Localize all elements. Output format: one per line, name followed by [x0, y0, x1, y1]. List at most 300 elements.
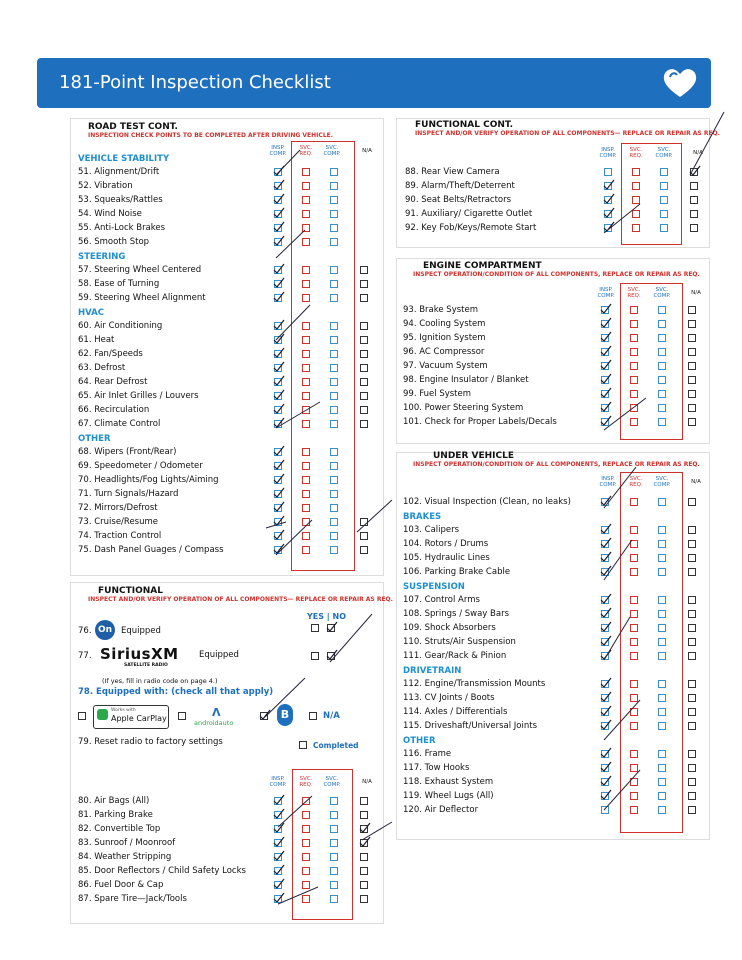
- engine-item-insp-checkbox[interactable]: [601, 306, 609, 314]
- road-test-item-insp-checkbox[interactable]: [274, 504, 282, 512]
- functional-item-na-checkbox[interactable]: [360, 881, 368, 889]
- functional-cont-item-na-checkbox[interactable]: [690, 224, 698, 232]
- engine-item-svc-req-checkbox[interactable]: [630, 306, 638, 314]
- road-test-item-svc-comp-checkbox[interactable]: [330, 322, 338, 330]
- road-test-item-svc-comp-checkbox[interactable]: [330, 476, 338, 484]
- road-test-item-svc-comp-checkbox[interactable]: [330, 210, 338, 218]
- road-test-item-svc-req-checkbox[interactable]: [302, 448, 310, 456]
- engine-item-svc-comp-checkbox[interactable]: [658, 348, 666, 356]
- android-auto-checkbox[interactable]: [178, 712, 186, 720]
- road-test-item-na-checkbox[interactable]: [360, 392, 368, 400]
- functional-cont-item-na-checkbox[interactable]: [690, 196, 698, 204]
- under-item-svc-req-checkbox[interactable]: [630, 680, 638, 688]
- functional-item-svc-comp-checkbox[interactable]: [330, 853, 338, 861]
- functional-cont-item-insp-checkbox[interactable]: [604, 168, 612, 176]
- road-test-item-svc-comp-checkbox[interactable]: [330, 238, 338, 246]
- siriusxm-sublabel: SATELLITE RADIO: [124, 663, 168, 668]
- under-item-insp-checkbox[interactable]: [601, 568, 609, 576]
- road-test-item-insp-checkbox[interactable]: [274, 476, 282, 484]
- under-item-label: 106. Parking Brake Cable: [403, 567, 511, 577]
- road-test-item-label: 53. Squeaks/Rattles: [78, 195, 163, 205]
- functional-item-svc-req-checkbox[interactable]: [302, 853, 310, 861]
- road-test-item-insp-checkbox[interactable]: [274, 406, 282, 414]
- under-first-na-checkbox[interactable]: [688, 498, 696, 506]
- reset-completed-checkbox[interactable]: [299, 741, 307, 749]
- road-test-item-insp-checkbox[interactable]: [274, 294, 282, 302]
- under-item-svc-comp-checkbox[interactable]: [658, 694, 666, 702]
- road-test-item-svc-comp-checkbox[interactable]: [330, 420, 338, 428]
- na-header: N/A: [691, 290, 701, 296]
- engine-item-svc-comp-checkbox[interactable]: [658, 334, 666, 342]
- engine-item-label: 98. Engine Insulator / Blanket: [403, 375, 529, 385]
- road-test-item-na-checkbox[interactable]: [360, 336, 368, 344]
- under-item-na-checkbox[interactable]: [688, 778, 696, 786]
- engine-item-insp-checkbox[interactable]: [601, 320, 609, 328]
- under-item-label: 110. Struts/Air Suspension: [403, 637, 516, 647]
- under-item-insp-checkbox[interactable]: [601, 610, 609, 618]
- functional-item-na-checkbox[interactable]: [360, 895, 368, 903]
- engine-item-insp-checkbox[interactable]: [601, 334, 609, 342]
- onstar-logo: On: [95, 620, 115, 640]
- under-item-svc-req-checkbox[interactable]: [630, 778, 638, 786]
- engine-item-svc-req-checkbox[interactable]: [630, 390, 638, 398]
- road-test-item-svc-req-checkbox[interactable]: [302, 504, 310, 512]
- under-item-insp-checkbox[interactable]: [601, 806, 609, 814]
- road-test-item-label: 72. Mirrors/Defrost: [78, 503, 158, 513]
- functional-item-na-checkbox[interactable]: [360, 825, 368, 833]
- under-item-svc-req-checkbox[interactable]: [630, 638, 638, 646]
- road-test-item-svc-req-checkbox[interactable]: [302, 378, 310, 386]
- under-item-label: 103. Calipers: [403, 525, 460, 535]
- road-test-item-na-checkbox[interactable]: [360, 350, 368, 358]
- engine-item-svc-req-checkbox[interactable]: [630, 362, 638, 370]
- road-test-item-insp-checkbox[interactable]: [274, 378, 282, 386]
- road-test-item-na-checkbox[interactable]: [360, 406, 368, 414]
- functional-cont-item-svc-req-checkbox[interactable]: [632, 182, 640, 190]
- functional-cont-item-svc-comp-checkbox[interactable]: [660, 182, 668, 190]
- under-item-na-checkbox[interactable]: [688, 708, 696, 716]
- under-item-svc-comp-checkbox[interactable]: [658, 610, 666, 618]
- functional-cont-item-insp-checkbox[interactable]: [604, 224, 612, 232]
- under-item-svc-comp-checkbox[interactable]: [658, 554, 666, 562]
- road-test-item-svc-req-checkbox[interactable]: [302, 476, 310, 484]
- android-auto-icon: Λ: [212, 706, 221, 719]
- functional-item-insp-checkbox[interactable]: [274, 881, 282, 889]
- under-item-svc-req-checkbox[interactable]: [630, 764, 638, 772]
- under-item-insp-checkbox[interactable]: [601, 652, 609, 660]
- engine-item-svc-req-checkbox[interactable]: [630, 334, 638, 342]
- insp-comp-header: INSP. COMP.: [597, 287, 615, 299]
- na-header: N/A: [693, 150, 703, 156]
- road-test-item-svc-req-checkbox[interactable]: [302, 182, 310, 190]
- road-test-item-svc-req-checkbox[interactable]: [302, 280, 310, 288]
- road-test-item-insp-checkbox[interactable]: [274, 364, 282, 372]
- under-item-svc-comp-checkbox[interactable]: [658, 652, 666, 660]
- under-item-insp-checkbox[interactable]: [601, 554, 609, 562]
- carplay-checkbox[interactable]: [78, 712, 86, 720]
- functional-item-na-checkbox[interactable]: [360, 811, 368, 819]
- functional-item-svc-comp-checkbox[interactable]: [330, 867, 338, 875]
- road-test-item-label: 64. Rear Defrost: [78, 377, 148, 387]
- svc-req-header: SVC. REQ.: [627, 287, 641, 299]
- road-test-item-svc-comp-checkbox[interactable]: [330, 532, 338, 540]
- group-heading: HVAC: [78, 308, 104, 318]
- engine-item-svc-comp-checkbox[interactable]: [658, 320, 666, 328]
- functional-subtitle: INSPECT AND/OR VERIFY OPERATION OF ALL COMPONENTS— REPLACE OR REPAIR AS REQ.: [88, 596, 393, 603]
- under-item-na-checkbox[interactable]: [688, 596, 696, 604]
- road-test-item-svc-req-checkbox[interactable]: [302, 168, 310, 176]
- functional-item-insp-checkbox[interactable]: [274, 811, 282, 819]
- road-test-item-na-checkbox[interactable]: [360, 420, 368, 428]
- road-test-item-na-checkbox[interactable]: [360, 364, 368, 372]
- road-test-item-svc-req-checkbox[interactable]: [302, 364, 310, 372]
- road-test-item-insp-checkbox[interactable]: [274, 182, 282, 190]
- road-test-item-insp-checkbox[interactable]: [274, 224, 282, 232]
- engine-item-na-checkbox[interactable]: [688, 418, 696, 426]
- na-equipped-checkbox[interactable]: [309, 712, 317, 720]
- functional-item-svc-comp-checkbox[interactable]: [330, 825, 338, 833]
- under-item-insp-checkbox[interactable]: [601, 596, 609, 604]
- functional-cont-item-svc-req-checkbox[interactable]: [632, 224, 640, 232]
- engine-item-svc-comp-checkbox[interactable]: [658, 418, 666, 426]
- functional-item-svc-req-checkbox[interactable]: [302, 895, 310, 903]
- under-item-svc-comp-checkbox[interactable]: [658, 680, 666, 688]
- under-item-insp-checkbox[interactable]: [601, 750, 609, 758]
- under-item-svc-comp-checkbox[interactable]: [658, 708, 666, 716]
- road-test-item-svc-req-checkbox[interactable]: [302, 210, 310, 218]
- road-test-item-insp-checkbox[interactable]: [274, 420, 282, 428]
- under-item-svc-req-checkbox[interactable]: [630, 526, 638, 534]
- under-item-na-checkbox[interactable]: [688, 792, 696, 800]
- road-test-item-svc-req-checkbox[interactable]: [302, 350, 310, 358]
- under-item-insp-checkbox[interactable]: [601, 722, 609, 730]
- under-item-na-checkbox[interactable]: [688, 554, 696, 562]
- road-test-item-svc-comp-checkbox[interactable]: [330, 504, 338, 512]
- road-test-item-insp-checkbox[interactable]: [274, 462, 282, 470]
- road-test-item-insp-checkbox[interactable]: [274, 336, 282, 344]
- road-test-item-svc-req-checkbox[interactable]: [302, 518, 310, 526]
- road-test-item-svc-comp-checkbox[interactable]: [330, 378, 338, 386]
- functional-item-svc-comp-checkbox[interactable]: [330, 839, 338, 847]
- under-item-svc-req-checkbox[interactable]: [630, 596, 638, 604]
- under-item-svc-comp-checkbox[interactable]: [658, 764, 666, 772]
- engine-item-svc-comp-checkbox[interactable]: [658, 390, 666, 398]
- road-test-item-na-checkbox[interactable]: [360, 280, 368, 288]
- under-item-svc-req-checkbox[interactable]: [630, 554, 638, 562]
- engine-item-na-checkbox[interactable]: [688, 376, 696, 384]
- under-item-na-checkbox[interactable]: [688, 680, 696, 688]
- road-test-item-svc-comp-checkbox[interactable]: [330, 266, 338, 274]
- functional-item-svc-comp-checkbox[interactable]: [330, 811, 338, 819]
- under-item-svc-comp-checkbox[interactable]: [658, 624, 666, 632]
- engine-item-svc-comp-checkbox[interactable]: [658, 376, 666, 384]
- under-item-insp-checkbox[interactable]: [601, 680, 609, 688]
- engine-item-na-checkbox[interactable]: [688, 348, 696, 356]
- sirius-equipped-label: Equipped: [199, 650, 239, 660]
- road-test-item-svc-comp-checkbox[interactable]: [330, 224, 338, 232]
- road-test-item-svc-comp-checkbox[interactable]: [330, 406, 338, 414]
- engine-item-insp-checkbox[interactable]: [601, 376, 609, 384]
- road-test-item-insp-checkbox[interactable]: [274, 518, 282, 526]
- engine-item-insp-checkbox[interactable]: [601, 362, 609, 370]
- road-test-item-insp-checkbox[interactable]: [274, 448, 282, 456]
- group-heading: STEERING: [78, 252, 126, 262]
- functional-cont-item-insp-checkbox[interactable]: [604, 196, 612, 204]
- engine-item-insp-checkbox[interactable]: [601, 404, 609, 412]
- under-item-svc-req-checkbox[interactable]: [630, 708, 638, 716]
- functional-cont-item-label: 88. Rear View Camera: [405, 167, 500, 177]
- functional-cont-item-na-checkbox[interactable]: [690, 210, 698, 218]
- under-item-insp-checkbox[interactable]: [601, 792, 609, 800]
- under-item-svc-comp-checkbox[interactable]: [658, 638, 666, 646]
- completed-label: Completed: [313, 741, 359, 750]
- under-item-svc-req-checkbox[interactable]: [630, 624, 638, 632]
- road-test-item-label: 71. Turn Signals/Hazard: [78, 489, 179, 499]
- road-test-item-svc-comp-checkbox[interactable]: [330, 490, 338, 498]
- engine-item-na-checkbox[interactable]: [688, 334, 696, 342]
- engine-item-svc-comp-checkbox[interactable]: [658, 404, 666, 412]
- functional-cont-item-na-checkbox[interactable]: [690, 168, 698, 176]
- engine-item-svc-req-checkbox[interactable]: [630, 376, 638, 384]
- functional-item-insp-checkbox[interactable]: [274, 797, 282, 805]
- road-test-item-insp-checkbox[interactable]: [274, 322, 282, 330]
- under-item-svc-req-checkbox[interactable]: [630, 806, 638, 814]
- road-test-item-label: 75. Dash Panel Guages / Compass: [78, 545, 224, 555]
- road-test-item-svc-req-checkbox[interactable]: [302, 406, 310, 414]
- road-test-item-svc-req-checkbox[interactable]: [302, 196, 310, 204]
- engine-item-na-checkbox[interactable]: [688, 362, 696, 370]
- road-test-item-svc-req-checkbox[interactable]: [302, 546, 310, 554]
- functional-item-svc-req-checkbox[interactable]: [302, 839, 310, 847]
- road-test-title: ROAD TEST CONT.: [88, 122, 178, 132]
- under-item-svc-comp-checkbox[interactable]: [658, 722, 666, 730]
- road-test-item-insp-checkbox[interactable]: [274, 280, 282, 288]
- engine-item-svc-comp-checkbox[interactable]: [658, 306, 666, 314]
- group-heading: OTHER: [78, 434, 111, 444]
- functional-cont-item-insp-checkbox[interactable]: [604, 182, 612, 190]
- functional-item-insp-checkbox[interactable]: [274, 853, 282, 861]
- under-item-label: 118. Exhaust System: [403, 777, 494, 787]
- road-test-item-svc-comp-checkbox[interactable]: [330, 294, 338, 302]
- road-test-item-label: 59. Steering Wheel Alignment: [78, 293, 206, 303]
- under-item-svc-comp-checkbox[interactable]: [658, 540, 666, 548]
- functional-item-svc-req-checkbox[interactable]: [302, 881, 310, 889]
- functional-cont-item-svc-comp-checkbox[interactable]: [660, 224, 668, 232]
- road-test-item-svc-comp-checkbox[interactable]: [330, 336, 338, 344]
- road-test-item-insp-checkbox[interactable]: [274, 168, 282, 176]
- engine-item-label: 101. Check for Proper Labels/Decals: [403, 417, 557, 427]
- onstar-no-checkbox[interactable]: [327, 624, 335, 632]
- engine-item-svc-comp-checkbox[interactable]: [658, 362, 666, 370]
- road-test-item-svc-comp-checkbox[interactable]: [330, 518, 338, 526]
- road-test-item-insp-checkbox[interactable]: [274, 350, 282, 358]
- functional-item-na-checkbox[interactable]: [360, 853, 368, 861]
- road-test-item-insp-checkbox[interactable]: [274, 546, 282, 554]
- road-test-item-na-checkbox[interactable]: [360, 518, 368, 526]
- under-item-na-checkbox[interactable]: [688, 526, 696, 534]
- under-item-na-checkbox[interactable]: [688, 568, 696, 576]
- bluetooth-checkbox[interactable]: [260, 712, 268, 720]
- functional-item-svc-req-checkbox[interactable]: [302, 811, 310, 819]
- road-test-item-na-checkbox[interactable]: [360, 266, 368, 274]
- under-item-na-checkbox[interactable]: [688, 722, 696, 730]
- functional-cont-item-svc-comp-checkbox[interactable]: [660, 168, 668, 176]
- road-test-item-svc-comp-checkbox[interactable]: [330, 196, 338, 204]
- onstar-yes-checkbox[interactable]: [311, 624, 319, 632]
- functional-cont-item-svc-req-checkbox[interactable]: [632, 168, 640, 176]
- engine-item-insp-checkbox[interactable]: [601, 348, 609, 356]
- under-first-svc-comp-checkbox[interactable]: [658, 498, 666, 506]
- under-item-svc-comp-checkbox[interactable]: [658, 792, 666, 800]
- engine-item-na-checkbox[interactable]: [688, 320, 696, 328]
- under-item-insp-checkbox[interactable]: [601, 526, 609, 534]
- under-item-insp-checkbox[interactable]: [601, 694, 609, 702]
- functional-item-svc-req-checkbox[interactable]: [302, 825, 310, 833]
- road-test-item-svc-comp-checkbox[interactable]: [330, 448, 338, 456]
- road-test-item-svc-req-checkbox[interactable]: [302, 238, 310, 246]
- road-test-item-svc-comp-checkbox[interactable]: [330, 364, 338, 372]
- under-item-svc-req-checkbox[interactable]: [630, 540, 638, 548]
- road-test-item-svc-req-checkbox[interactable]: [302, 392, 310, 400]
- under-item-label: 115. Driveshaft/Universal Joints: [403, 721, 537, 731]
- functional-cont-subtitle: INSPECT AND/OR VERIFY OPERATION OF ALL COMPONENTS— REPLACE OR REPAIR AS REQ.: [415, 130, 720, 137]
- under-item-insp-checkbox[interactable]: [601, 638, 609, 646]
- under-item-insp-checkbox[interactable]: [601, 624, 609, 632]
- under-item-insp-checkbox[interactable]: [601, 708, 609, 716]
- road-test-item-na-checkbox[interactable]: [360, 322, 368, 330]
- under-item-insp-checkbox[interactable]: [601, 778, 609, 786]
- under-first-svc-req-checkbox[interactable]: [630, 498, 638, 506]
- functional-item-svc-comp-checkbox[interactable]: [330, 895, 338, 903]
- functional-item-na-checkbox[interactable]: [360, 797, 368, 805]
- under-item-insp-checkbox[interactable]: [601, 764, 609, 772]
- under-item-svc-req-checkbox[interactable]: [630, 722, 638, 730]
- functional-item-svc-comp-checkbox[interactable]: [330, 797, 338, 805]
- under-item-label: 109. Shock Absorbers: [403, 623, 496, 633]
- functional-cont-item-svc-req-checkbox[interactable]: [632, 196, 640, 204]
- functional-item-na-checkbox[interactable]: [360, 867, 368, 875]
- road-test-item-svc-req-checkbox[interactable]: [302, 462, 310, 470]
- under-item-na-checkbox[interactable]: [688, 610, 696, 618]
- road-test-item-svc-req-checkbox[interactable]: [302, 532, 310, 540]
- functional-item-svc-req-checkbox[interactable]: [302, 867, 310, 875]
- under-item-na-checkbox[interactable]: [688, 750, 696, 758]
- engine-item-label: 96. AC Compressor: [403, 347, 485, 357]
- road-test-item-svc-comp-checkbox[interactable]: [330, 168, 338, 176]
- under-item-svc-comp-checkbox[interactable]: [658, 778, 666, 786]
- road-test-item-svc-req-checkbox[interactable]: [302, 336, 310, 344]
- functional-item-insp-checkbox[interactable]: [274, 825, 282, 833]
- under-item-na-checkbox[interactable]: [688, 764, 696, 772]
- sirius-yes-checkbox[interactable]: [311, 652, 319, 660]
- engine-item-na-checkbox[interactable]: [688, 306, 696, 314]
- sirius-no-checkbox[interactable]: [327, 652, 335, 660]
- under-first-insp-checkbox[interactable]: [601, 498, 609, 506]
- road-test-item-insp-checkbox[interactable]: [274, 266, 282, 274]
- engine-item-svc-req-checkbox[interactable]: [630, 404, 638, 412]
- road-test-item-na-checkbox[interactable]: [360, 546, 368, 554]
- engine-item-svc-req-checkbox[interactable]: [630, 418, 638, 426]
- engine-item-svc-req-checkbox[interactable]: [630, 320, 638, 328]
- under-item-svc-req-checkbox[interactable]: [630, 610, 638, 618]
- under-item-label: 116. Frame: [403, 749, 452, 759]
- under-item-na-checkbox[interactable]: [688, 694, 696, 702]
- road-test-item-svc-req-checkbox[interactable]: [302, 224, 310, 232]
- functional-cont-item-svc-comp-checkbox[interactable]: [660, 210, 668, 218]
- under-item-svc-comp-checkbox[interactable]: [658, 806, 666, 814]
- under-item-svc-req-checkbox[interactable]: [630, 652, 638, 660]
- road-test-item-svc-req-checkbox[interactable]: [302, 266, 310, 274]
- road-test-item-na-checkbox[interactable]: [360, 532, 368, 540]
- engine-item-svc-req-checkbox[interactable]: [630, 348, 638, 356]
- under-item-na-checkbox[interactable]: [688, 540, 696, 548]
- functional-item-label: 83. Sunroof / Moonroof: [78, 838, 176, 848]
- sirius-note: (If yes, fill in radio code on page 4.): [102, 677, 218, 685]
- under-item-svc-comp-checkbox[interactable]: [658, 568, 666, 576]
- engine-item-label: 97. Vacuum System: [403, 361, 488, 371]
- functional-item-svc-comp-checkbox[interactable]: [330, 881, 338, 889]
- under-item-svc-req-checkbox[interactable]: [630, 568, 638, 576]
- road-test-item-insp-checkbox[interactable]: [274, 392, 282, 400]
- road-test-item-svc-req-checkbox[interactable]: [302, 294, 310, 302]
- road-test-item-insp-checkbox[interactable]: [274, 490, 282, 498]
- road-test-item-insp-checkbox[interactable]: [274, 210, 282, 218]
- engine-item-na-checkbox[interactable]: [688, 390, 696, 398]
- engine-item-na-checkbox[interactable]: [688, 404, 696, 412]
- road-test-item-svc-comp-checkbox[interactable]: [330, 350, 338, 358]
- under-item-svc-comp-checkbox[interactable]: [658, 596, 666, 604]
- road-test-item-svc-req-checkbox[interactable]: [302, 420, 310, 428]
- under-item-na-checkbox[interactable]: [688, 652, 696, 660]
- fc-svc-req-column-frame: [621, 143, 682, 245]
- road-test-item-svc-req-checkbox[interactable]: [302, 490, 310, 498]
- under-item-svc-comp-checkbox[interactable]: [658, 526, 666, 534]
- under-item-svc-req-checkbox[interactable]: [630, 750, 638, 758]
- functional-cont-item-svc-comp-checkbox[interactable]: [660, 196, 668, 204]
- under-item-na-checkbox[interactable]: [688, 638, 696, 646]
- road-test-item-label: 55. Anti-Lock Brakes: [78, 223, 166, 233]
- functional-cont-item-insp-checkbox[interactable]: [604, 210, 612, 218]
- road-test-item-svc-comp-checkbox[interactable]: [330, 392, 338, 400]
- under-item-svc-req-checkbox[interactable]: [630, 694, 638, 702]
- road-test-item-svc-comp-checkbox[interactable]: [330, 462, 338, 470]
- functional-item-insp-checkbox[interactable]: [274, 867, 282, 875]
- functional-item-insp-checkbox[interactable]: [274, 839, 282, 847]
- road-test-item-insp-checkbox[interactable]: [274, 532, 282, 540]
- functional-cont-item-svc-req-checkbox[interactable]: [632, 210, 640, 218]
- under-item-na-checkbox[interactable]: [688, 806, 696, 814]
- road-test-item-na-checkbox[interactable]: [360, 294, 368, 302]
- functional-item-svc-req-checkbox[interactable]: [302, 797, 310, 805]
- functional-item-insp-checkbox[interactable]: [274, 895, 282, 903]
- under-item-na-checkbox[interactable]: [688, 624, 696, 632]
- road-test-item-svc-comp-checkbox[interactable]: [330, 546, 338, 554]
- road-test-item-svc-comp-checkbox[interactable]: [330, 182, 338, 190]
- engine-item-insp-checkbox[interactable]: [601, 418, 609, 426]
- under-item-label: 112. Engine/Transmission Mounts: [403, 679, 546, 689]
- under-item-insp-checkbox[interactable]: [601, 540, 609, 548]
- functional-cont-item-na-checkbox[interactable]: [690, 182, 698, 190]
- road-test-item-svc-req-checkbox[interactable]: [302, 322, 310, 330]
- engine-item-insp-checkbox[interactable]: [601, 390, 609, 398]
- functional-item-na-checkbox[interactable]: [360, 839, 368, 847]
- under-item-svc-req-checkbox[interactable]: [630, 792, 638, 800]
- road-test-item-insp-checkbox[interactable]: [274, 238, 282, 246]
- road-test-item-na-checkbox[interactable]: [360, 378, 368, 386]
- road-test-item-svc-comp-checkbox[interactable]: [330, 280, 338, 288]
- under-item-svc-comp-checkbox[interactable]: [658, 750, 666, 758]
- road-test-item-insp-checkbox[interactable]: [274, 196, 282, 204]
